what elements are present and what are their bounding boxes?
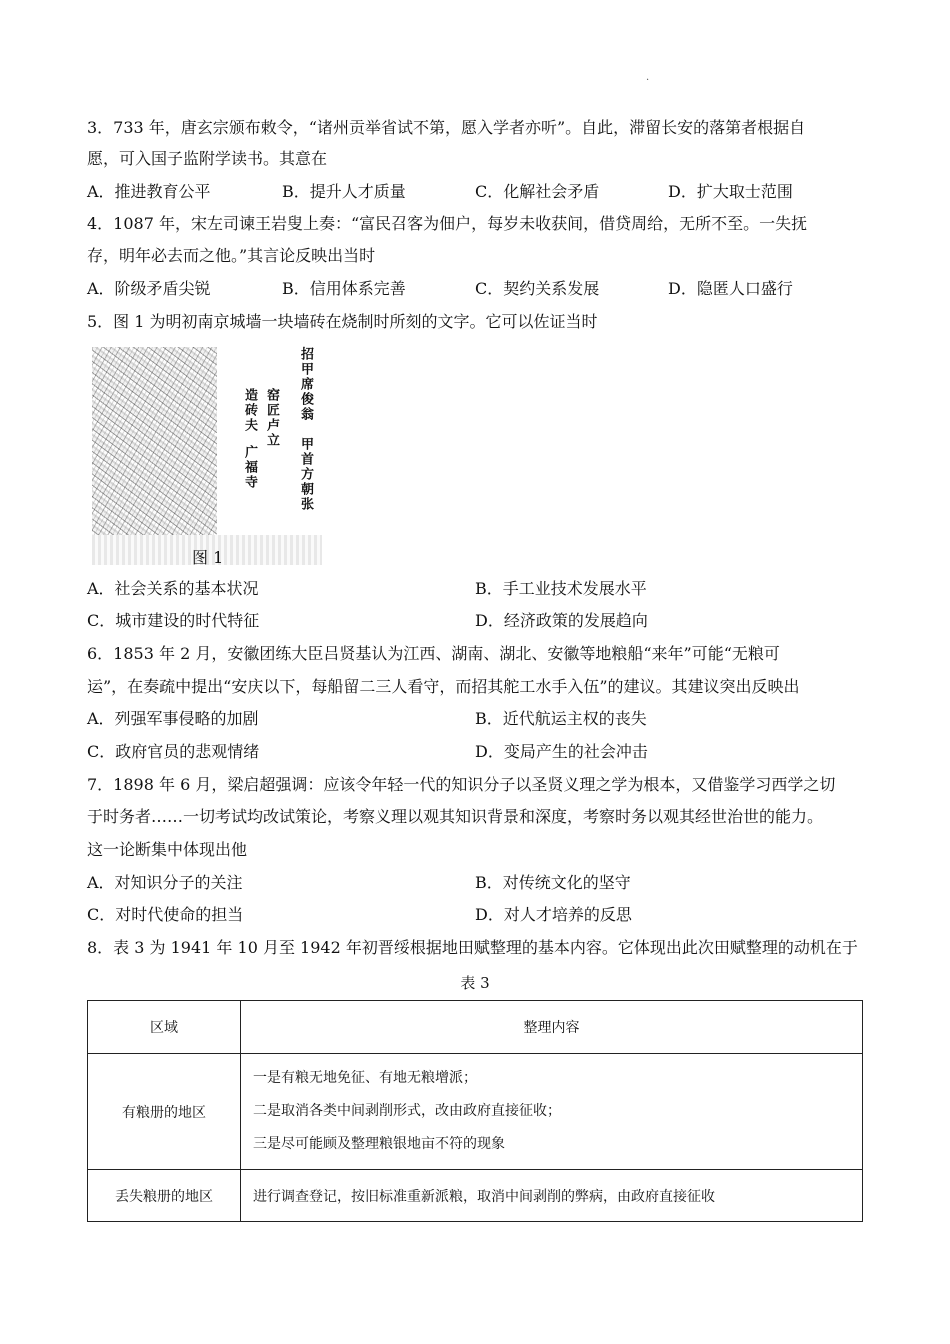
q7-option-b: B．对传统文化的坚守 <box>475 873 631 892</box>
row2-content: 进行调查登记，按旧标准重新派粮，取消中间剥削的弊病，由政府直接征收 <box>241 1170 863 1222</box>
q3-option-d: D．扩大取士范围 <box>668 182 793 201</box>
q6-option-c: C．政府官员的悲观情绪 <box>87 742 260 761</box>
table-row <box>88 1054 863 1170</box>
row1-item-1: 一是有粮无地免征、有地无粮增派； <box>253 1070 477 1086</box>
table-header-region: 区域 <box>88 1001 241 1054</box>
row1-content <box>241 1054 863 1170</box>
q5-option-c: C．城市建设的时代特征 <box>87 611 260 630</box>
q4-option-a: A．阶级矛盾尖锐 <box>87 279 211 298</box>
top-mark: . <box>646 72 650 83</box>
inscription-col1b: 甲首方朝张 <box>298 437 313 512</box>
figure-caption: 图 1 <box>192 548 224 567</box>
q3-stem-line2: 愿，可入国子监附学读书。其意在 <box>87 149 328 168</box>
table-header-row <box>88 1001 863 1054</box>
q7-stem-line2: 于时务者……一切考试均改试策论，考察义理以观其知识背景和深度，考察时务以观其经世治世的能力。 <box>87 807 824 826</box>
q5-stem-line1: 5．图 1 为明初南京城墙一块墙砖在烧制时所刻的文字。它可以佐证当时 <box>87 312 598 331</box>
table-caption: 表 3 <box>460 974 490 992</box>
q4-option-d: D．隐匿人口盛行 <box>668 279 793 298</box>
table-3 <box>87 1000 863 1222</box>
q5-option-a: A．社会关系的基本状况 <box>87 579 259 598</box>
q4-stem-line1: 4．1087 年，宋左司谏王岩叟上奏：“富民召客为佃户，每岁未收获间，借贷周给，无所不至。一失抚 <box>87 214 808 233</box>
inscription-col1: 招甲席俊翁 <box>298 347 313 422</box>
q4-option-b: B．信用体系完善 <box>282 279 406 298</box>
q7-option-a: A．对知识分子的关注 <box>87 873 243 892</box>
inscription-col3: 造砖夫 <box>242 388 257 433</box>
row1-item-3: 三是尽可能顾及整理粮银地亩不符的现象 <box>253 1136 505 1152</box>
q3-option-c: C．化解社会矛盾 <box>475 182 600 201</box>
q7-stem-line3: 这一论断集中体现出他 <box>87 840 248 859</box>
q7-option-d: D．对人才培养的反思 <box>475 905 632 924</box>
q3-option-b: B．提升人才质量 <box>282 182 406 201</box>
table-row <box>88 1170 863 1222</box>
q7-option-c: C．对时代使命的担当 <box>87 905 244 924</box>
q5-option-d: D．经济政策的发展趋向 <box>475 611 648 630</box>
q5-option-b: B．手工业技术发展水平 <box>475 579 647 598</box>
q6-stem-line1: 6．1853 年 2 月，安徽团练大臣吕贤基认为江西、湖南、湖北、安徽等地粮船“来年”可能“无粮可 <box>87 644 780 663</box>
inscription-col2: 窑匠卢立 <box>264 388 279 448</box>
q6-option-d: D．变局产生的社会冲击 <box>475 742 648 761</box>
q6-option-a: A．列强军事侵略的加剧 <box>87 709 259 728</box>
q7-stem-line1: 7．1898 年 6 月，梁启超强调：应该令年轻一代的知识分子以圣贤义理之学为根本，又借鉴学习西学之切 <box>87 775 836 794</box>
inscription-col3b: 广福寺 <box>242 445 257 490</box>
row2-region: 丢失粮册的地区 <box>88 1170 241 1222</box>
q6-stem-line2: 运”，在奏疏中提出“安庆以下，每船留二三人看守，而招其舵工水手入伍”的建议。其建议突出反映出 <box>87 677 800 696</box>
q8-stem-line1: 8．表 3 为 1941 年 10 月至 1942 年初晋绥根据地田赋整理的基本内容。它体现出此次田赋整理的动机在于 <box>87 938 858 957</box>
q3-stem-line1: 3．733 年，唐玄宗颁布敕令，“诸州贡举省试不第，愿入学者亦听”。自此，滞留长安的落第者根据自 <box>87 118 806 137</box>
row1-item-2: 二是取消各类中间剥削形式，改由政府直接征收； <box>253 1103 561 1119</box>
q4-stem-line2: 存，明年必去而之他。”其言论反映出当时 <box>87 246 376 265</box>
q6-option-b: B．近代航运主权的丧失 <box>475 709 647 728</box>
q3-option-a: A．推进教育公平 <box>87 182 211 201</box>
q4-option-c: C．契约关系发展 <box>475 279 600 298</box>
row1-region: 有粮册的地区 <box>88 1054 241 1170</box>
figure-1-brick-inscription <box>90 345 325 567</box>
table-header-content: 整理内容 <box>241 1001 863 1054</box>
